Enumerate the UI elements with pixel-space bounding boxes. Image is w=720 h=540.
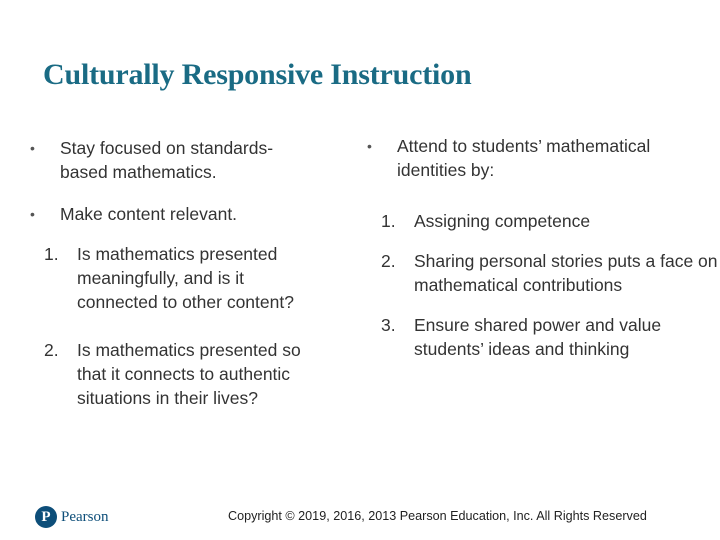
left-numbered-item-1-text: Is mathematics presented meaningfully, and is it connected to other content?	[77, 244, 294, 312]
left-numbered-item-2-text: Is mathematics presented so that it connects to authentic situations in their lives?	[77, 340, 301, 408]
right-numbered-item-2-text: Sharing personal stories puts a face on mathematical contributions	[414, 251, 718, 295]
bullet-dot: •	[30, 206, 35, 222]
right-column	[364, 134, 718, 361]
right-numbered-item-2	[364, 249, 720, 297]
right-numbered-item-1	[364, 209, 700, 233]
item-number: 1.	[381, 211, 396, 231]
item-number: 2.	[44, 340, 59, 360]
pearson-logo-mark-icon: P	[35, 506, 57, 528]
right-numbered-item-3	[364, 313, 714, 361]
left-numbered-item-1	[27, 242, 327, 314]
item-number: 2.	[381, 251, 396, 271]
item-number: 1.	[44, 244, 59, 264]
right-numbered-item-1-text: Assigning competence	[414, 211, 591, 231]
left-bullet-1	[27, 136, 315, 184]
right-bullet-1	[364, 134, 677, 182]
right-numbered-item-3-text: Ensure shared power and value students’ ideas and thinking	[414, 315, 662, 359]
left-bullet-2	[27, 202, 327, 226]
left-numbered-item-2	[27, 338, 317, 410]
left-column	[27, 136, 327, 410]
left-bullet-1-text: Stay focused on standards-based mathematics.	[60, 138, 274, 182]
item-number: 3.	[381, 315, 396, 335]
slide-title: Culturally Responsive Instruction	[43, 58, 472, 91]
bullet-dot: •	[367, 138, 372, 154]
left-bullet-2-text: Make content relevant.	[60, 204, 238, 224]
pearson-logo	[35, 505, 109, 529]
pearson-logo-text: Pearson	[61, 508, 109, 525]
bullet-dot: •	[30, 140, 35, 156]
right-bullet-1-text: Attend to students’ mathematical identities by:	[397, 136, 651, 180]
copyright-notice: Copyright © 2019, 2016, 2013 Pearson Education, Inc. All Rights Reserved	[228, 509, 647, 523]
